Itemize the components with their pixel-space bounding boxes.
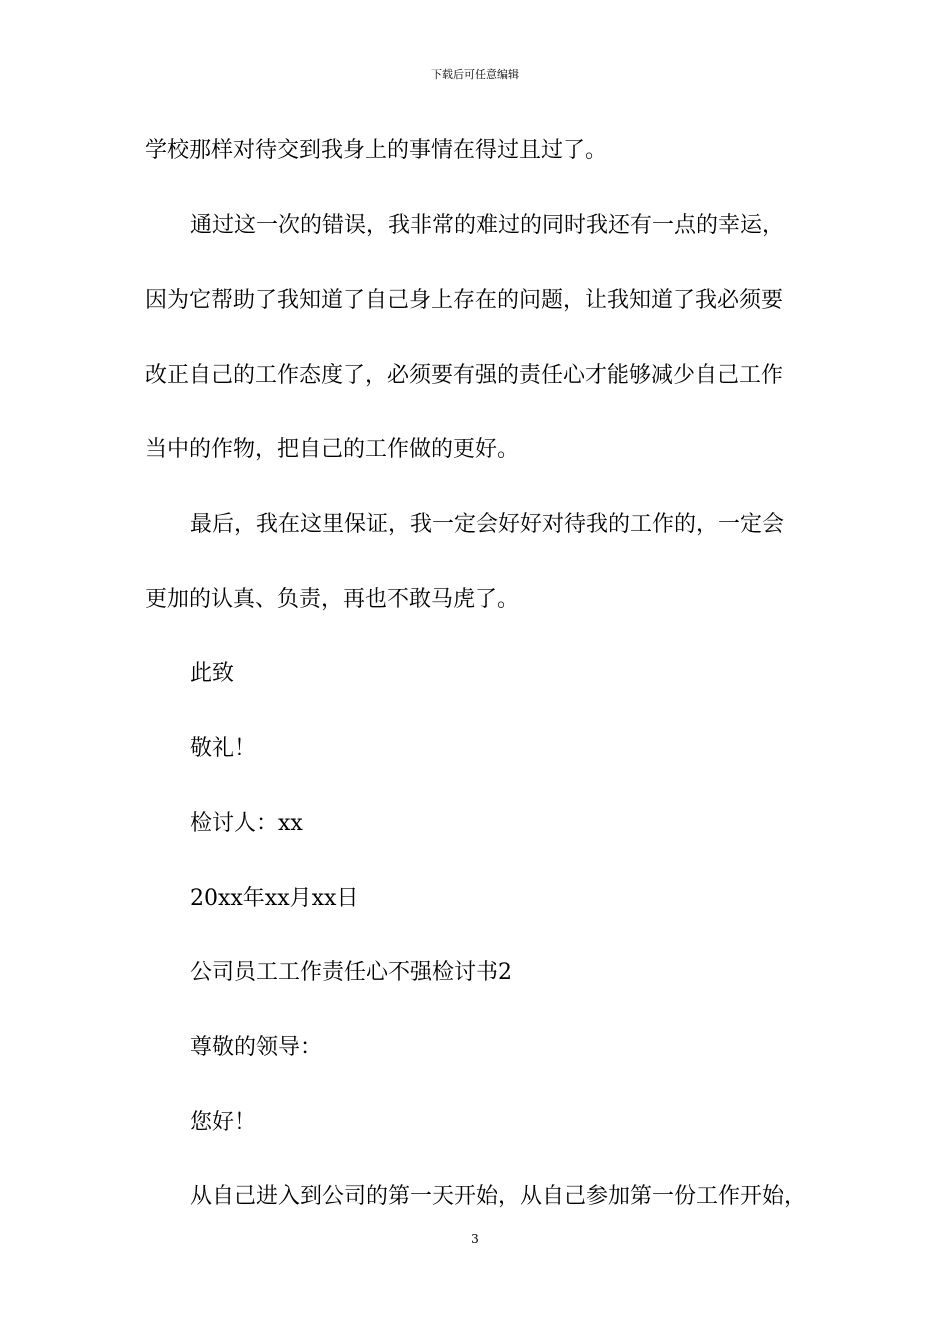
section-title: 公司员工工作责任心不强检讨书2 bbox=[190, 960, 512, 985]
paragraph-line-15: 从自己进入到公司的第一天开始，从自己参加第一份工作开始， bbox=[190, 1184, 807, 1209]
paragraph-line-6: 最后，我在这里保证，我一定会好好对待我的工作的，一定会 bbox=[190, 512, 785, 537]
paragraph-line-3: 因为它帮助了我知道了自己身上存在的问题，让我知道了我必须要 bbox=[145, 288, 784, 313]
paragraph-line-4: 改正自己的工作态度了，必须要有强的责任心才能够减少自己工作 bbox=[145, 363, 784, 388]
closing-regards: 敬礼！ bbox=[190, 736, 257, 761]
paragraph-line-5: 当中的作物，把自己的工作做的更好。 bbox=[145, 437, 520, 462]
signature-line: 检讨人：xx bbox=[190, 811, 303, 836]
date-line: 20xx年xx月xx日 bbox=[190, 886, 359, 911]
page-header-note: 下载后可任意编辑 bbox=[431, 68, 519, 81]
greeting-hello: 您好！ bbox=[190, 1110, 257, 1135]
paragraph-line-2: 通过这一次的错误，我非常的难过的同时我还有一点的幸运， bbox=[190, 213, 785, 238]
page-number: 3 bbox=[471, 1232, 479, 1246]
greeting-line: 尊敬的领导： bbox=[190, 1035, 323, 1060]
closing-salutation: 此致 bbox=[190, 661, 235, 686]
paragraph-line-1: 学校那样对待交到我身上的事情在得过且过了。 bbox=[145, 138, 608, 163]
paragraph-line-7: 更加的认真、负责，再也不敢马虎了。 bbox=[145, 587, 520, 612]
